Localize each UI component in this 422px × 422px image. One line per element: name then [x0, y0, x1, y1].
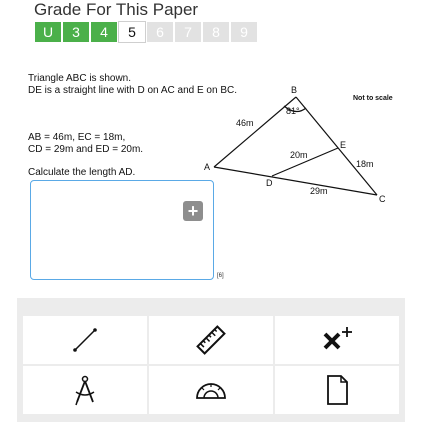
grade-cell-6: 6 — [146, 21, 174, 43]
question-line-1: Triangle ABC is shown. — [28, 73, 132, 84]
compass-icon — [67, 372, 103, 408]
marks-label: [6] — [217, 273, 224, 279]
length-de: 20m — [290, 150, 308, 160]
line-icon — [67, 322, 103, 358]
cross-tool-button[interactable] — [275, 316, 399, 364]
side-bc — [296, 97, 377, 195]
grade-cell-u: U — [34, 21, 62, 43]
question-line-2: DE is a straight line with D on AC and E on BC. — [28, 85, 237, 96]
label-b: B — [291, 85, 298, 95]
triangle-diagram — [200, 80, 400, 210]
length-ab: 46m — [236, 118, 254, 128]
document-icon — [319, 372, 355, 408]
line-tool-button[interactable] — [23, 316, 147, 364]
grade-cell-9: 9 — [230, 21, 258, 43]
cross-plus-icon — [317, 322, 357, 358]
question-line-4: CD = 29m and ED = 20m. — [28, 144, 144, 155]
label-d: D — [266, 178, 273, 188]
length-ec: 18m — [356, 159, 374, 169]
answer-input-box[interactable] — [30, 180, 214, 280]
protractor-icon — [193, 372, 229, 408]
grade-bar — [34, 21, 258, 43]
length-dc: 29m — [310, 186, 328, 196]
ruler-icon — [193, 322, 229, 358]
grade-cell-4: 4 — [90, 21, 118, 43]
page-title: Grade For This Paper — [34, 0, 199, 19]
label-a: A — [204, 162, 211, 172]
protractor-tool-button[interactable] — [149, 366, 273, 414]
grade-cell-3: 3 — [62, 21, 90, 43]
question-prompt: Calculate the length AD. — [28, 167, 136, 178]
angle-b-label: 81° — [286, 106, 300, 116]
document-tool-button[interactable] — [275, 366, 399, 414]
tool-grid — [23, 316, 399, 414]
grade-cell-7: 7 — [174, 21, 202, 43]
grade-cell-8: 8 — [202, 21, 230, 43]
tool-panel — [17, 298, 405, 422]
not-to-scale-note: Not to scale — [353, 95, 393, 102]
ruler-tool-button[interactable] — [149, 316, 273, 364]
compass-tool-button[interactable] — [23, 366, 147, 414]
grade-cell-5: 5 — [118, 21, 146, 43]
side-ac — [214, 167, 377, 195]
question-line-3: AB = 46m, EC = 18m, — [28, 132, 126, 143]
label-e: E — [340, 140, 347, 150]
side-ab — [214, 97, 296, 167]
add-answer-button[interactable]: + — [183, 201, 203, 221]
label-c: C — [379, 194, 386, 204]
